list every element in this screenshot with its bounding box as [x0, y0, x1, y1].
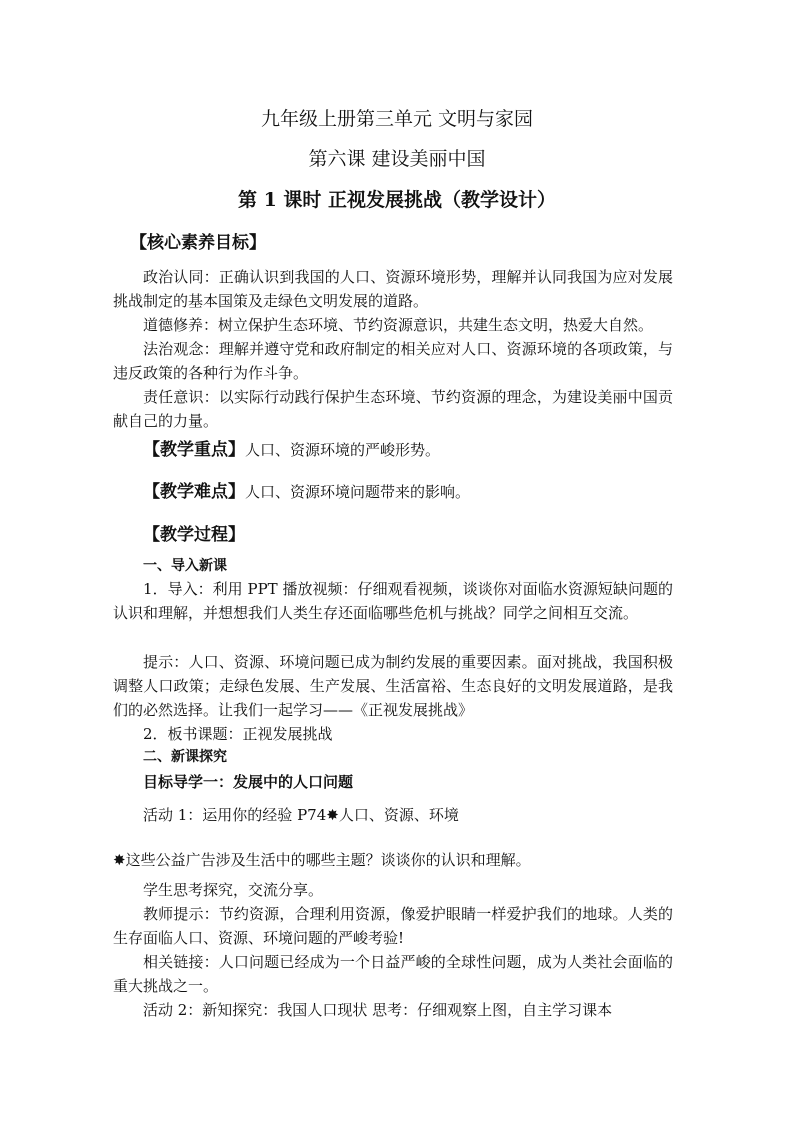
teaching-focus-text: 人口、资源环境的严峻形势。 [245, 441, 441, 459]
hint-paragraph: 提示：人口、资源、环境问题已成为制约发展的重要因素。面对挑战，我国积极调整人口政策；走绿色发展、生产发展、生活富裕、生态良好的文明发展道路，是我们的必然选择。让我们一起学习——《正视发展挑战》 [113, 653, 673, 719]
core-goal-moral: 道德修养：树立保护生态环境、节约资源意识，共建生态文明，热爱大自然。 [143, 316, 654, 334]
related-link: 相关链接：人口问题已经成为一个日益严峻的全球性问题，成为人类社会面临的重大挑战之一。 [113, 953, 673, 995]
core-goals-heading: 【核心素养目标】 [130, 233, 266, 253]
intro-paragraph: 1．导入：利用 PPT 播放视频：仔细观看视频，谈谈你对面临水资源短缺问题的认识和理解，并想想我们人类生存还面临哪些危机与挑战？同学之间相互交流。 [113, 580, 673, 622]
teaching-focus [143, 440, 440, 460]
core-goal-law: 法治观念：理解并遵守党和政府制定的相关应对人口、资源环境的各项政策，与违反政策的各种行为作斗争。 [113, 340, 673, 382]
teaching-difficulty [143, 482, 470, 502]
process-heading: 【教学过程】 [143, 525, 245, 545]
teaching-difficulty-text: 人口、资源环境问题带来的影响。 [245, 483, 471, 501]
teaching-focus-label: 【教学重点】 [143, 440, 245, 460]
period-title: 第 1 课时 正视发展挑战（教学设计） [237, 189, 557, 211]
teacher-tip: 教师提示：节约资源，合理利用资源，像爱护眼睛一样爱护我们的地球。人类的生存面临人口、资源、环境问题的严峻考验! [113, 905, 673, 947]
lesson-title: 第六课 建设美丽中国 [308, 148, 486, 170]
student-response: 学生思考探究，交流分享。 [143, 881, 324, 899]
board-title-paragraph: 2．板书课题：正视发展挑战 [143, 725, 333, 743]
activity-one-question: ✸这些公益广告涉及生活中的哪些主题？谈谈你的认识和理解。 [113, 851, 531, 869]
unit-title: 九年级上册第三单元 文明与家园 [260, 108, 534, 130]
section-explore-heading: 二、新课探究 [143, 749, 227, 765]
activity-two: 活动 2：新知探究：我国人口现状 思考：仔细观察上图，自主学习课本 [143, 1001, 613, 1019]
teaching-difficulty-label: 【教学难点】 [143, 482, 245, 502]
core-goal-responsibility: 责任意识：以实际行动践行保护生态环境、节约资源的理念，为建设美丽中国贡献自己的力量。 [113, 388, 673, 430]
activity-one: 活动 1：运用你的经验 P74✸人口、资源、环境 [143, 806, 459, 824]
section-intro-heading: 一、导入新课 [143, 558, 227, 574]
goal-one-heading: 目标导学一：发展中的人口问题 [143, 773, 354, 791]
core-goal-political: 政治认同：正确认识到我国的人口、资源环境形势，理解并认同我国为应对发展挑战制定的基本国策及走绿色文明发展的道路。 [113, 268, 673, 310]
